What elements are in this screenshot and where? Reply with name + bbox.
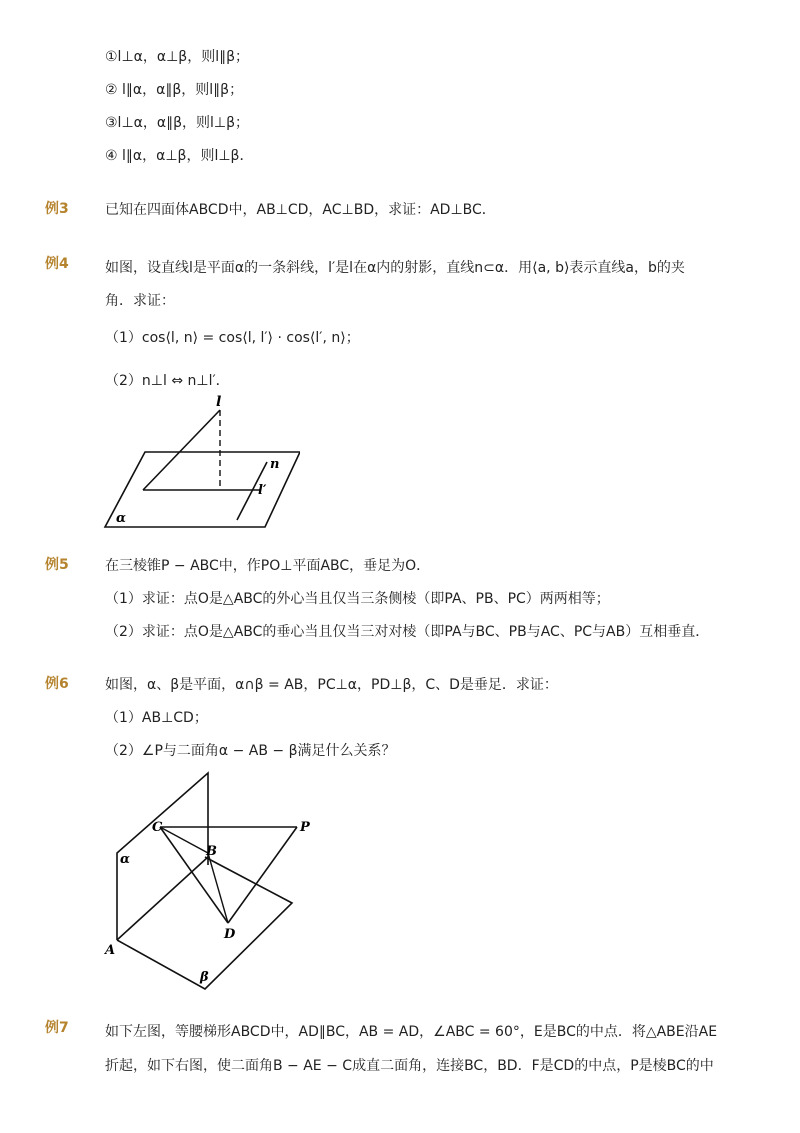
list-item-2: ② l∥α，α∥β，则l∥β； — [105, 82, 244, 98]
edge-AB — [117, 857, 208, 940]
example-6-item2: （2）∠P与二面角α − AB − β满足什么关系？ — [105, 743, 396, 759]
example-4-line2: 角．求证： — [105, 293, 175, 309]
example-4-item2: （2）n⊥l ⇔ n⊥l′． — [105, 373, 230, 389]
label-D: D — [224, 927, 236, 942]
example-7-line2: 折起，如下右图，使二面角B − AE − C成直二面角，连接BC，BD．F是CD的中点，P是棱BC的中 — [105, 1058, 714, 1074]
label-A: A — [105, 943, 116, 958]
label-C: C — [152, 820, 163, 835]
segment-BC — [160, 827, 208, 853]
example-6-text: 如图，α、β是平面，α∩β = AB，PC⊥α，PD⊥β，C、D是垂足．求证： — [105, 677, 558, 693]
example-3-text: 已知在四面体ABCD中，AB⊥CD，AC⊥BD，求证：AD⊥BC． — [105, 202, 496, 218]
example-5-text: 在三棱锥P − ABC中，作PO⊥平面ABC，垂足为O． — [105, 558, 431, 574]
example-6-figure — [100, 765, 330, 995]
list-item-4: ④ l∥α，α⊥β，则l⊥β． — [105, 148, 254, 164]
label-B: B — [206, 844, 217, 859]
label-l: l — [216, 394, 222, 410]
example-5-item2: （2）求证：点O是△ABC的垂心当且仅当三对对棱（即PA与BC、PB与AC、PC与AB）互相垂直． — [105, 624, 710, 640]
example-6-item1: （1）AB⊥CD； — [105, 710, 208, 726]
example-4-item1: （1）cos⟨l, n⟩ = cos⟨l, l′⟩ · cos⟨l′, n⟩； — [105, 330, 360, 346]
label-beta: β — [200, 970, 209, 985]
line-l — [143, 410, 220, 490]
example-4-line1: 如图，设直线l是平面α的一条斜线，l′是l在α内的射影，直线n⊂α．用⟨a, b⟩表示直线a，b的夹 — [105, 260, 685, 276]
plane-alpha — [117, 773, 208, 940]
segment-CD — [160, 827, 228, 923]
example-7-line1: 如下左图，等腰梯形ABCD中，AD∥BC，AB = AD，∠ABC = 60°，E是BC的中点．将△ABE沿AE — [105, 1024, 718, 1040]
label-l-prime: l′ — [258, 483, 267, 498]
example-5-label: 例5 — [45, 557, 69, 573]
example-4-label: 例4 — [45, 256, 69, 272]
label-alpha: α — [120, 852, 131, 867]
example-4-figure — [100, 390, 300, 535]
list-item-1: ①l⊥α，α⊥β，则l∥β； — [105, 49, 250, 65]
list-item-3: ③l⊥α，α∥β，则l⊥β； — [105, 115, 250, 131]
example-6-label: 例6 — [45, 676, 69, 692]
label-n: n — [270, 457, 280, 472]
label-alpha: α — [116, 511, 127, 526]
example-3-label: 例3 — [45, 201, 69, 217]
label-P: P — [300, 820, 310, 835]
example-7-label: 例7 — [45, 1020, 69, 1036]
example-5-item1: （1）求证：点O是△ABC的外心当且仅当三条侧棱（即PA、PB、PC）两两相等； — [105, 591, 610, 607]
